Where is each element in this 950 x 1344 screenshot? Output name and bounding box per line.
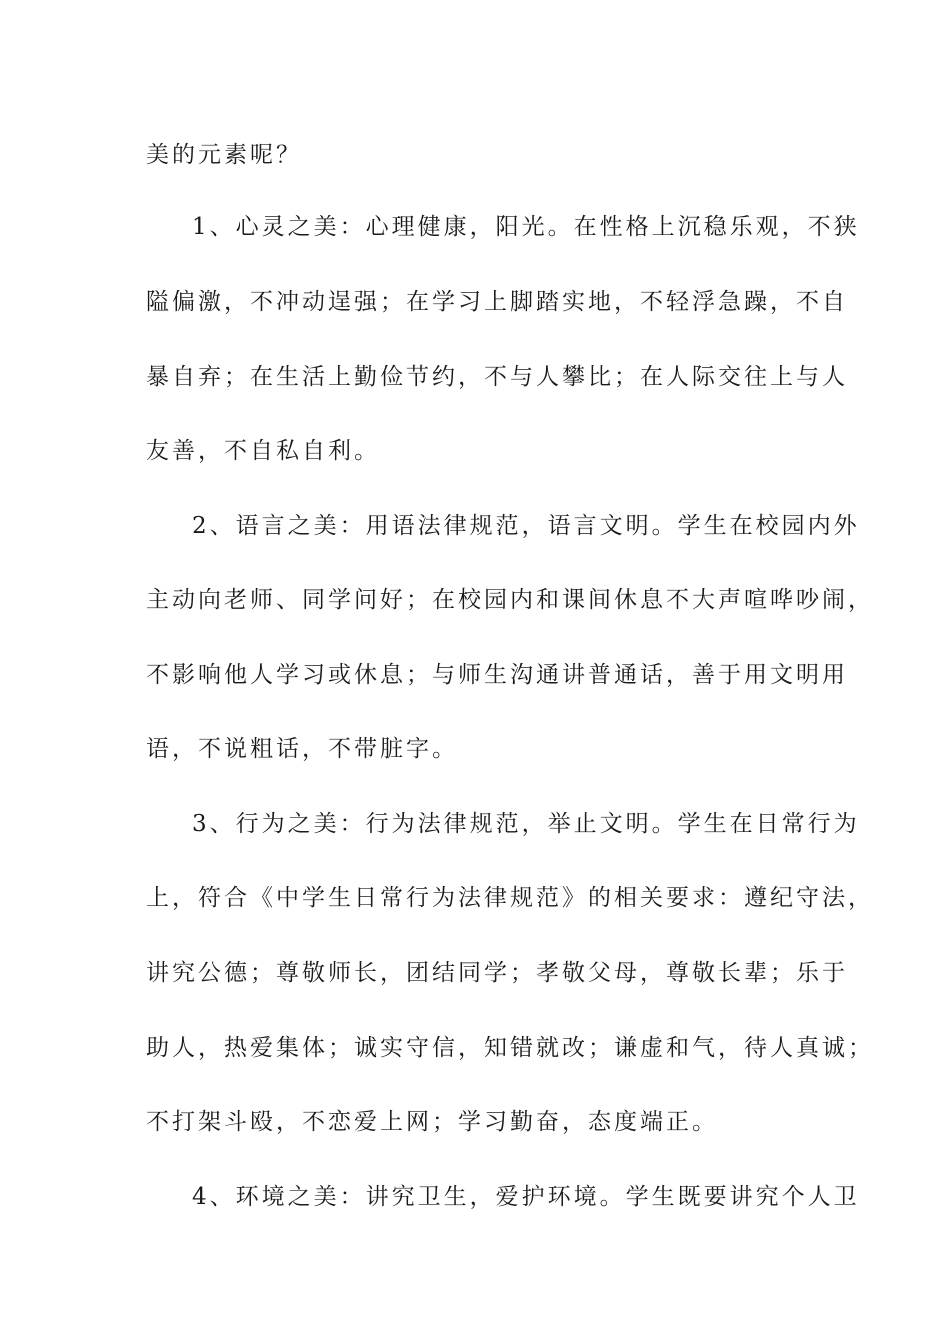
paragraph-2-line-4: 语，不说粗话，不带脏字。	[146, 736, 458, 762]
paragraph-3-line-4: 助人，热爱集体；诚实守信，知错就改；谦虚和气，待人真诚；	[146, 1035, 874, 1061]
paragraph-1-line-4: 友善，不自私自利。	[146, 438, 380, 464]
paragraph-4-line-1: 4、环境之美：讲究卫生，爱护环境。学生既要讲究个人卫	[192, 1184, 860, 1210]
text-line-1: 美的元素呢？	[146, 142, 302, 168]
paragraph-3-line-2: 上，符合《中学生日常行为法律规范》的相关要求：遵纪守法，	[146, 885, 874, 911]
paragraph-3-line-3: 讲究公德；尊敬师长，团结同学；孝敬父母，尊敬长辈；乐于	[146, 960, 848, 986]
paragraph-3-line-1: 3、行为之美：行为法律规范，举止文明。学生在日常行为	[192, 811, 860, 837]
paragraph-1-line-3: 暴自弃；在生活上勤俭节约，不与人攀比；在人际交往上与人	[146, 364, 848, 390]
paragraph-2-line-2: 主动向老师、同学问好；在校园内和课间休息不大声喧哗吵闹，	[146, 587, 874, 613]
paragraph-2-line-3: 不影响他人学习或休息；与师生沟通讲普通话，善于用文明用	[146, 662, 848, 688]
paragraph-1-line-2: 隘偏激，不冲动逞强；在学习上脚踏实地，不轻浮急躁，不自	[146, 289, 848, 315]
paragraph-1-line-1: 1、心灵之美：心理健康，阳光。在性格上沉稳乐观，不狭	[192, 214, 860, 240]
paragraph-3-line-5: 不打架斗殴，不恋爱上网；学习勤奋，态度端正。	[146, 1109, 718, 1135]
paragraph-2-line-1: 2、语言之美：用语法律规范，语言文明。学生在校园内外	[192, 513, 860, 539]
